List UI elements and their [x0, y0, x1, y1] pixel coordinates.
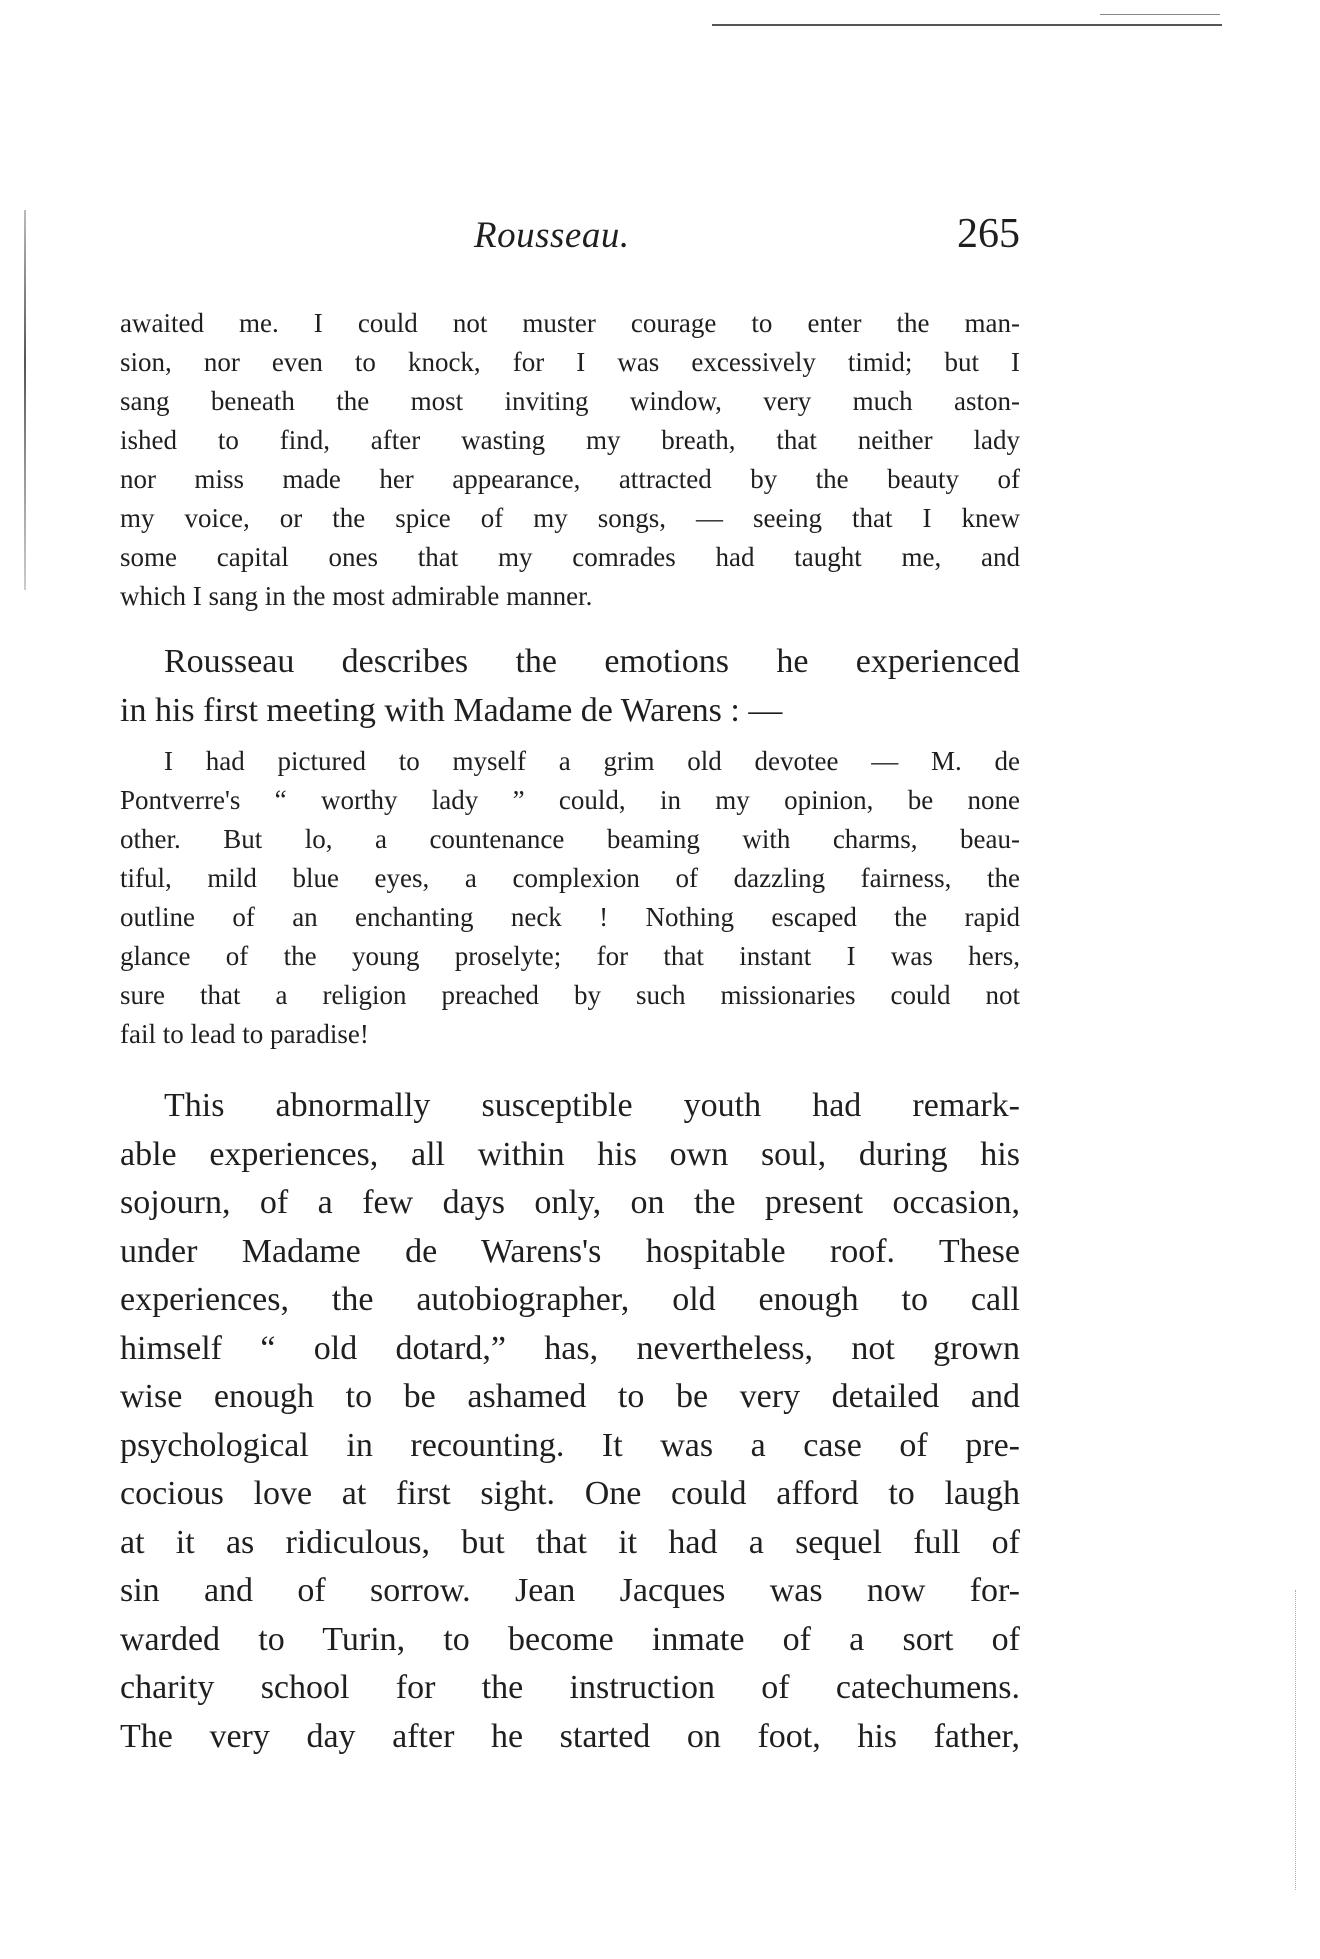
- text-line: wise enough to be ashamed to be very detailed and: [120, 1378, 1020, 1415]
- text-line: Rousseau describes the emotions he experienced: [164, 643, 1020, 680]
- text-line: nor miss made her appearance, attracted by the beauty of: [120, 464, 1020, 494]
- page-edge-specks: [1295, 1590, 1306, 1890]
- text-line: Pontverre's “ worthy lady ” could, in my opinion, be none: [120, 785, 1020, 815]
- text-line: warded to Turin, to become inmate of a sort of: [120, 1620, 1020, 1658]
- text-line: himself “ old dotard,” has, nevertheless, not grown: [120, 1329, 1020, 1367]
- text-line: I had pictured to myself a grim old devotee — M. de: [164, 746, 1020, 776]
- text-line: under Madame de Warens's hospitable roof. These: [120, 1232, 1020, 1270]
- text-line: sang beneath the most inviting window, very much aston-: [120, 386, 1020, 416]
- running-head: Rousseau.: [474, 215, 630, 256]
- top-rule-secondary: [1100, 14, 1220, 15]
- text-line: awaited me. I could not muster courage to enter the man-: [120, 308, 1020, 338]
- text-line: sojourn, of a few days only, on the present occasion,: [120, 1184, 1020, 1221]
- text-line: cocious love at first sight. One could afford to laugh: [120, 1475, 1020, 1512]
- text-line: The very day after he started on foot, his father,: [120, 1717, 1020, 1755]
- text-line: glance of the young proselyte; for that instant I was hers,: [120, 941, 1020, 971]
- text-line: This abnormally susceptible youth had remark-: [164, 1087, 1020, 1124]
- text-line: psychological in recounting. It was a case of pre-: [120, 1426, 1020, 1464]
- text-line: my voice, or the spice of my songs, — seeing that I knew: [120, 503, 1020, 533]
- text-line: which I sang in the most admirable manner.: [120, 581, 593, 611]
- text-line: in his first meeting with Madame de Warens : —: [120, 691, 783, 729]
- text-line: charity school for the instruction of catechumens.: [120, 1669, 1020, 1706]
- text-line: outline of an enchanting neck ! Nothing escaped the rapid: [120, 902, 1020, 932]
- quoted-passage-madame-de-warens: [120, 742, 1020, 1054]
- text-line: experiences, the autobiographer, old enough to call: [120, 1281, 1020, 1318]
- text-line: sure that a religion preached by such missionaries could not: [120, 980, 1020, 1010]
- narration-paragraph-turin: [120, 1082, 1020, 1761]
- narration-paragraph-intro: [120, 638, 1020, 735]
- text-line: able experiences, all within his own soul, during his: [120, 1135, 1020, 1173]
- text-line: sion, nor even to knock, for I was excessively timid; but I: [120, 347, 1020, 377]
- text-line: tiful, mild blue eyes, a complexion of dazzling fairness, the: [120, 863, 1020, 893]
- quoted-passage-serenade: [120, 304, 1020, 616]
- text-line: other. But lo, a countenance beaming with charms, beau-: [120, 824, 1020, 854]
- text-line: some capital ones that my comrades had taught me, and: [120, 542, 1020, 572]
- page-number: 265: [957, 211, 1020, 257]
- top-rule: [712, 24, 1222, 26]
- text-line: at it as ridiculous, but that it had a sequel full of: [120, 1523, 1020, 1561]
- text-line: fail to lead to paradise!: [120, 1019, 369, 1049]
- binding-shadow: [24, 210, 26, 590]
- page-header: [120, 210, 1020, 270]
- text-line: ished to find, after wasting my breath, that neither lady: [120, 425, 1020, 455]
- text-line: sin and of sorrow. Jean Jacques was now for-: [120, 1572, 1020, 1609]
